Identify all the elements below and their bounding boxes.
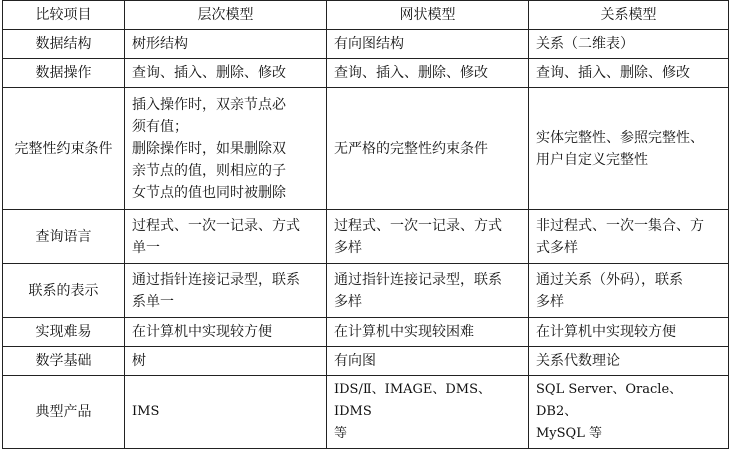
- table-cell: 通过指针连接记录型，联系 系单一: [125, 264, 327, 318]
- table-row: [3, 210, 729, 264]
- table-cell: 过程式、一次一记录、方式 多样: [327, 210, 529, 264]
- header-row: [3, 1, 729, 30]
- table-cell: 在计算机中实现较方便: [529, 318, 729, 347]
- table-cell: 无严格的完整性约束条件: [327, 88, 529, 210]
- table-cell: 查询、插入、删除、修改: [327, 59, 529, 88]
- table-cell: SQL Server、Oracle、DB2、 MySQL 等: [529, 376, 729, 449]
- table-row: [3, 264, 729, 318]
- table-cell: 树: [125, 347, 327, 376]
- table-row: [3, 376, 729, 449]
- table-cell: 在计算机中实现较困难: [327, 318, 529, 347]
- table-cell: 插入操作时，双亲节点必 须有值； 删除操作时，如果删除双 亲节点的值，则相应的子 女节点的值也同时被删除: [125, 88, 327, 210]
- row-label: 实现难易: [3, 318, 125, 347]
- table-cell: 查询、插入、删除、修改: [125, 59, 327, 88]
- data-model-comparison-table: [2, 0, 729, 449]
- header-hierarchical-model: 层次模型: [125, 1, 327, 30]
- header-network-model: 网状模型: [327, 1, 529, 30]
- row-label: 数学基础: [3, 347, 125, 376]
- row-label: 数据结构: [3, 30, 125, 59]
- row-label: 查询语言: [3, 210, 125, 264]
- table-row: [3, 347, 729, 376]
- header-relational-model: 关系模型: [529, 1, 729, 30]
- row-label: 联系的表示: [3, 264, 125, 318]
- table-cell: IMS: [125, 376, 327, 449]
- row-label: 典型产品: [3, 376, 125, 449]
- table-cell: 树形结构: [125, 30, 327, 59]
- table-cell: 通过指针连接记录型，联系 多样: [327, 264, 529, 318]
- table-cell: 在计算机中实现较方便: [125, 318, 327, 347]
- table-cell: IDS/Ⅱ、IMAGE、DMS、IDMS 等: [327, 376, 529, 449]
- table-cell: 有向图结构: [327, 30, 529, 59]
- table-row: [3, 88, 729, 210]
- table-cell: 非过程式、一次一集合、方 式多样: [529, 210, 729, 264]
- table-cell: 通过关系（外码），联系 多样: [529, 264, 729, 318]
- table-cell: 查询、插入、删除、修改: [529, 59, 729, 88]
- table-row: [3, 30, 729, 59]
- table-row: [3, 59, 729, 88]
- header-compare-item: 比较项目: [3, 1, 125, 30]
- table-cell: 关系代数理论: [529, 347, 729, 376]
- table-cell: 实体完整性、参照完整性、 用户自定义完整性: [529, 88, 729, 210]
- table-cell: 关系（二维表）: [529, 30, 729, 59]
- table-row: [3, 318, 729, 347]
- table-cell: 过程式、一次一记录、方式 单一: [125, 210, 327, 264]
- row-label: 数据操作: [3, 59, 125, 88]
- row-label: 完整性约束条件: [3, 88, 125, 210]
- table-cell: 有向图: [327, 347, 529, 376]
